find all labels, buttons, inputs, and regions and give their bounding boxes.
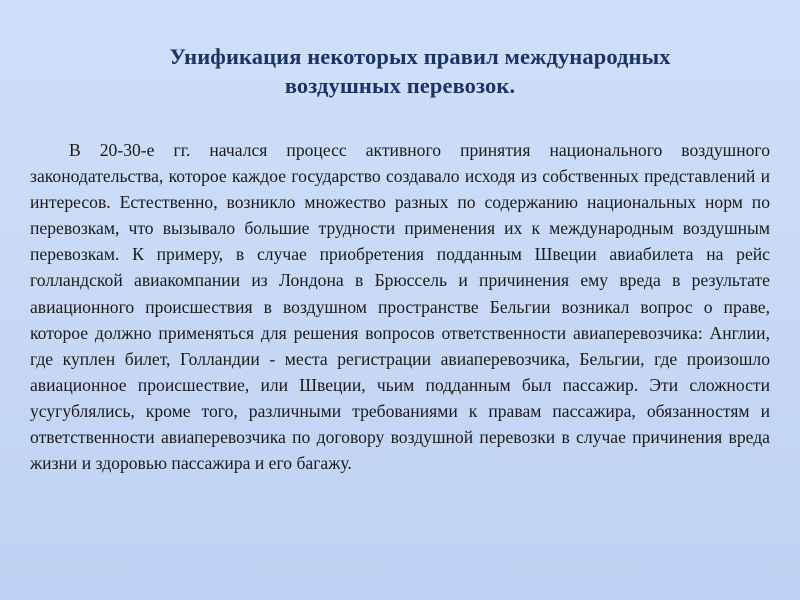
slide-title-line-2: воздушных перевозок. [284,73,516,98]
slide-title [60,42,740,100]
slide-title-line-1: Унификация некоторых правил международных [169,44,671,69]
slide-body-paragraph: В 20-30-е гг. начался процесс активного принятия национального воздушного законодательства, которое каждое государство создавало исходя из собственных представлений и интересов. Естественно, возникло множество разных по содержанию национальных норм по перевозкам, что вызывало большие трудности применения их к международным воздушным перевозкам. К примеру, в случае приобретения подданным Швеции авиабилета на рейс голландской авиакомпании из Лондона в Брюссель и причинения ему вреда в результате авиационного происшествия в воздушном пространстве Бельгии возникал вопрос о праве, которое должно применяться для решения вопросов ответственности авиаперевозчика: Англии, где куплен билет, Голландии - места регистрации авиаперевозчика, Бельгии, где произошло авиационное происшествие, или Швеции, чьим подданным был пассажир. Эти сложности усугублялись, кроме того, различными требованиями к правам пассажира, обязанностям и ответственности авиаперевозчика по договору воздушной перевозки в случае причинения вреда жизни и здоровью пассажира и его багажу. [30,140,770,474]
